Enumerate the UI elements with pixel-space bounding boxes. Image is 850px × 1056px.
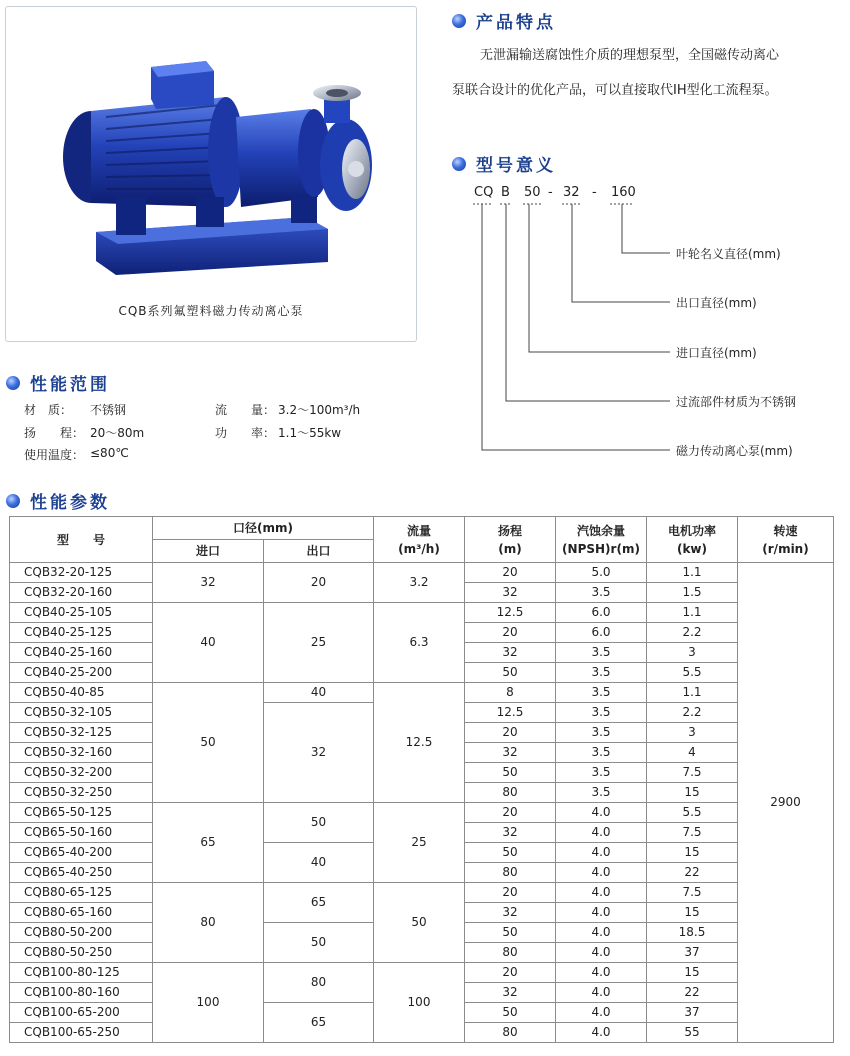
cell-outlet: 40 (264, 843, 374, 883)
cell-npsh: 4.0 (556, 883, 647, 903)
material-value: 不锈钢 (90, 403, 127, 417)
cell-power: 7.5 (647, 763, 738, 783)
cell-power: 15 (647, 783, 738, 803)
cell-npsh: 3.5 (556, 763, 647, 783)
product-photo-frame (5, 6, 417, 342)
cell-power: 5.5 (647, 803, 738, 823)
material-label: 材 质： (24, 403, 73, 417)
cell-head: 32 (465, 823, 556, 843)
cell-head: 80 (465, 783, 556, 803)
cell-head: 50 (465, 843, 556, 863)
code-part-material: B (501, 185, 510, 200)
temperature-value: ≤80℃ (90, 446, 129, 460)
header-inlet: 进口 (153, 540, 264, 563)
cell-npsh: 3.5 (556, 683, 647, 703)
cell-power: 15 (647, 963, 738, 983)
header-power: 电机功率 (kw) (647, 517, 738, 563)
params-title: 性能参数 (30, 493, 110, 513)
model-code-lines (440, 182, 840, 472)
cell-power: 22 (647, 983, 738, 1003)
cell-inlet: 65 (153, 803, 264, 883)
model-meaning-title: 型号意义 (476, 156, 556, 176)
cell-outlet: 20 (264, 563, 374, 603)
cell-model: CQB65-40-250 (10, 863, 153, 883)
cell-model: CQB32-20-125 (10, 563, 153, 583)
cell-head: 80 (465, 1023, 556, 1043)
cell-outlet: 65 (264, 1003, 374, 1043)
cell-power: 5.5 (647, 663, 738, 683)
cell-model: CQB80-65-160 (10, 903, 153, 923)
cell-head: 32 (465, 983, 556, 1003)
cell-model: CQB100-80-125 (10, 963, 153, 983)
cell-power: 2.2 (647, 703, 738, 723)
header-model: 型 号 (10, 517, 153, 563)
cell-power: 55 (647, 1023, 738, 1043)
cell-model: CQB40-25-160 (10, 643, 153, 663)
cell-power: 37 (647, 943, 738, 963)
cell-model: CQB40-25-200 (10, 663, 153, 683)
cell-outlet: 32 (264, 703, 374, 803)
cell-head: 12.5 (465, 603, 556, 623)
pump-illustration (56, 47, 386, 287)
header-diameter: 口径(mm) (153, 517, 374, 540)
cell-power: 15 (647, 903, 738, 923)
cell-power: 1.1 (647, 563, 738, 583)
cell-model: CQB40-25-125 (10, 623, 153, 643)
cell-npsh: 3.5 (556, 643, 647, 663)
header-speed: 转速 (r/min) (738, 517, 834, 563)
cell-inlet: 100 (153, 963, 264, 1043)
cell-npsh: 4.0 (556, 1003, 647, 1023)
range-title: 性能范围 (30, 375, 110, 395)
cell-head: 50 (465, 1003, 556, 1023)
cell-npsh: 4.0 (556, 1023, 647, 1043)
cell-flow: 100 (374, 963, 465, 1043)
bullet-icon (452, 14, 466, 28)
cell-head: 32 (465, 583, 556, 603)
cell-head: 80 (465, 863, 556, 883)
cell-npsh: 4.0 (556, 823, 647, 843)
cell-power: 37 (647, 1003, 738, 1023)
cell-flow: 6.3 (374, 603, 465, 683)
code-label-outlet: 出口直径(mm) (676, 296, 757, 310)
cell-model: CQB65-50-125 (10, 803, 153, 823)
cell-npsh: 3.5 (556, 743, 647, 763)
cell-model: CQB50-32-250 (10, 783, 153, 803)
cell-head: 20 (465, 563, 556, 583)
product-photo-caption: CQB系列氟塑料磁力传动离心泵 (118, 304, 304, 318)
cell-npsh: 3.5 (556, 783, 647, 803)
cell-inlet: 40 (153, 603, 264, 683)
cell-npsh: 3.5 (556, 663, 647, 683)
cell-model: CQB100-80-160 (10, 983, 153, 1003)
code-part-outlet: 32 (563, 185, 580, 200)
cell-model: CQB65-50-160 (10, 823, 153, 843)
cell-head: 20 (465, 623, 556, 643)
flow-value: 3.2～100m³/h (278, 403, 361, 417)
cell-npsh: 4.0 (556, 943, 647, 963)
cell-npsh: 6.0 (556, 603, 647, 623)
cell-npsh: 3.5 (556, 723, 647, 743)
cell-flow: 25 (374, 803, 465, 883)
cell-inlet: 32 (153, 563, 264, 603)
cell-power: 3 (647, 643, 738, 663)
head-label: 扬 程： (24, 426, 85, 440)
power-label: 功 率： (215, 426, 276, 440)
cell-outlet: 25 (264, 603, 374, 683)
cell-outlet: 50 (264, 923, 374, 963)
cell-head: 32 (465, 743, 556, 763)
table-row (10, 803, 834, 823)
table-row (10, 963, 834, 983)
header-head: 扬程 (m) (465, 517, 556, 563)
cell-power: 2.2 (647, 623, 738, 643)
cell-head: 20 (465, 963, 556, 983)
header-outlet: 出口 (264, 540, 374, 563)
cell-npsh: 3.5 (556, 703, 647, 723)
code-part-cq: CQ (474, 185, 494, 200)
header-flow: 流量 (m³/h) (374, 517, 465, 563)
cell-npsh: 4.0 (556, 963, 647, 983)
cell-model: CQB80-65-125 (10, 883, 153, 903)
code-part-inlet: 50 (524, 185, 541, 200)
features-line-2: 泵联合设计的优化产品，可以直接取代IH型化工流程泵。 (452, 83, 778, 98)
cell-model: CQB50-32-125 (10, 723, 153, 743)
cell-npsh: 4.0 (556, 803, 647, 823)
cell-head: 8 (465, 683, 556, 703)
code-label-pump-type: 磁力传动离心泵(mm) (676, 444, 793, 458)
table-row (10, 683, 834, 703)
temperature-label: 使用温度： (24, 448, 85, 462)
cell-power: 22 (647, 863, 738, 883)
cell-model: CQB100-65-250 (10, 1023, 153, 1043)
cell-power: 1.1 (647, 603, 738, 623)
cell-head: 50 (465, 923, 556, 943)
features-line-1: 无泄漏输送腐蚀性介质的理想泵型，全国磁传动离心 (480, 48, 780, 63)
power-value: 1.1～55kw (278, 426, 342, 440)
code-part-impeller: 160 (611, 185, 636, 200)
cell-npsh: 4.0 (556, 863, 647, 883)
cell-power: 3 (647, 723, 738, 743)
cell-model: CQB80-50-200 (10, 923, 153, 943)
code-separator: - (548, 185, 553, 200)
table-row (10, 603, 834, 623)
cell-model: CQB40-25-105 (10, 603, 153, 623)
cell-npsh: 4.0 (556, 843, 647, 863)
table-row (10, 563, 834, 583)
cell-outlet: 80 (264, 963, 374, 1003)
table-header (10, 517, 834, 563)
cell-power: 1.5 (647, 583, 738, 603)
performance-table (9, 516, 834, 1043)
cell-inlet: 50 (153, 683, 264, 803)
head-value: 20～80m (90, 426, 145, 440)
cell-speed: 2900 (738, 563, 834, 1043)
cell-power: 4 (647, 743, 738, 763)
features-title: 产品特点 (476, 13, 556, 33)
bullet-icon (6, 376, 20, 390)
code-separator: - (592, 185, 597, 200)
code-label-impeller: 叶轮名义直径(mm) (676, 247, 781, 261)
cell-head: 20 (465, 803, 556, 823)
cell-model: CQB50-32-200 (10, 763, 153, 783)
code-label-inlet: 进口直径(mm) (676, 346, 757, 360)
cell-power: 1.1 (647, 683, 738, 703)
cell-head: 12.5 (465, 703, 556, 723)
model-code-diagram (440, 182, 840, 472)
cell-model: CQB50-32-160 (10, 743, 153, 763)
code-label-material: 过流部件材质为不锈钢 (676, 395, 797, 409)
cell-head: 32 (465, 643, 556, 663)
cell-model: CQB50-40-85 (10, 683, 153, 703)
features-description (452, 38, 837, 108)
cell-npsh: 3.5 (556, 583, 647, 603)
cell-model: CQB80-50-250 (10, 943, 153, 963)
cell-head: 20 (465, 883, 556, 903)
cell-flow: 3.2 (374, 563, 465, 603)
bullet-icon (452, 157, 466, 171)
cell-model: CQB32-20-160 (10, 583, 153, 603)
cell-model: CQB50-32-105 (10, 703, 153, 723)
cell-head: 20 (465, 723, 556, 743)
cell-power: 18.5 (647, 923, 738, 943)
cell-model: CQB65-40-200 (10, 843, 153, 863)
cell-head: 50 (465, 663, 556, 683)
cell-model: CQB100-65-200 (10, 1003, 153, 1023)
bullet-icon (6, 494, 20, 508)
cell-flow: 50 (374, 883, 465, 963)
model-meaning-heading (452, 151, 556, 176)
features-heading (452, 8, 556, 33)
cell-npsh: 4.0 (556, 903, 647, 923)
cell-outlet: 40 (264, 683, 374, 703)
cell-power: 7.5 (647, 823, 738, 843)
cell-power: 15 (647, 843, 738, 863)
cell-head: 80 (465, 943, 556, 963)
cell-flow: 12.5 (374, 683, 465, 803)
cell-inlet: 80 (153, 883, 264, 963)
cell-npsh: 6.0 (556, 623, 647, 643)
cell-npsh: 4.0 (556, 983, 647, 1003)
cell-head: 32 (465, 903, 556, 923)
cell-power: 7.5 (647, 883, 738, 903)
cell-npsh: 5.0 (556, 563, 647, 583)
cell-head: 50 (465, 763, 556, 783)
cell-outlet: 50 (264, 803, 374, 843)
table-row (10, 883, 834, 903)
cell-outlet: 65 (264, 883, 374, 923)
flow-label: 流 量： (215, 403, 276, 417)
range-heading (6, 370, 110, 395)
header-npsh: 汽蚀余量 (NPSH)r(m) (556, 517, 647, 563)
params-heading (6, 488, 110, 513)
cell-npsh: 4.0 (556, 923, 647, 943)
